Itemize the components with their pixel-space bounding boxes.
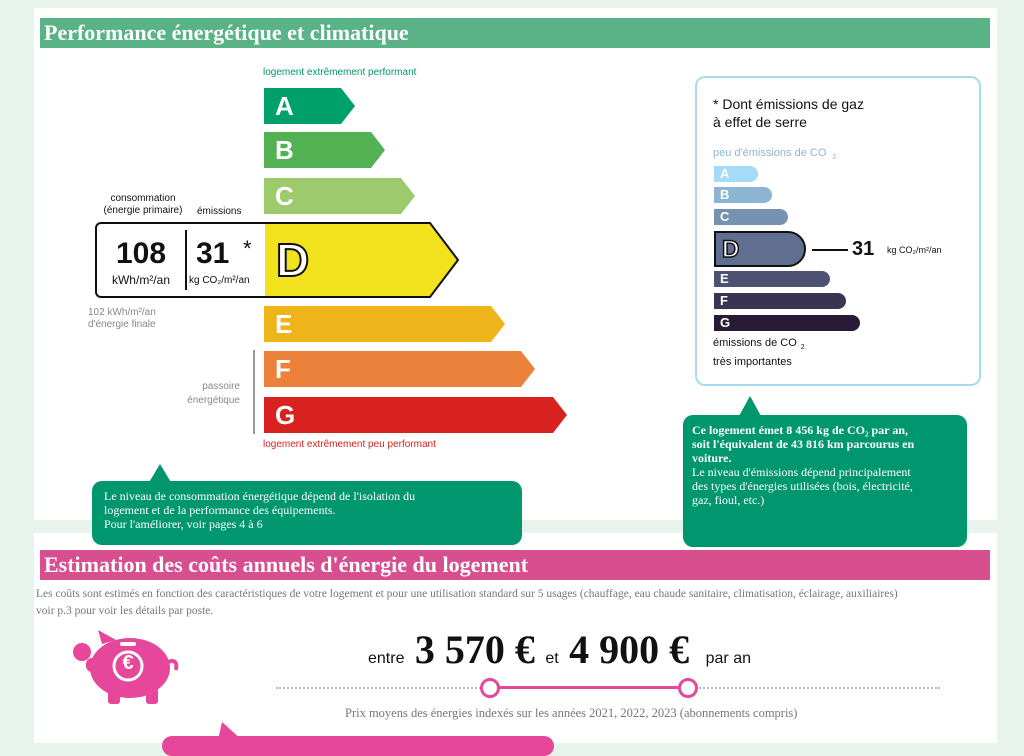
- bottom-label: logement extrêmement peu performant: [263, 439, 436, 450]
- dpe-class-b: [263, 131, 387, 169]
- ges-class-c: C: [714, 209, 788, 225]
- dpe-class-c: [263, 177, 417, 215]
- bubble-right-bold2: soit l'équivalent de 43 816 km parcourus en: [692, 437, 915, 451]
- emissions-value: 31: [196, 237, 230, 270]
- dpe-class-g: [263, 396, 569, 434]
- bubble-bottom: [162, 736, 554, 756]
- between-label: entre: [368, 650, 405, 667]
- dpe-class-letter: E: [275, 309, 293, 339]
- emissions-label: émissions: [197, 206, 242, 217]
- ges-top-label: [713, 147, 836, 161]
- and-label: et: [545, 650, 559, 667]
- bubble-right-line1: Le niveau d'émissions dépend principalement: [692, 465, 911, 479]
- ges-unit: kg CO₂/m²/an: [887, 245, 942, 255]
- dpe-class-letter: F: [275, 354, 291, 384]
- value-box-divider: [185, 230, 187, 290]
- final-energy-line1: 102 kWh/m²/an: [88, 307, 156, 318]
- consumption-label: [95, 193, 191, 217]
- bubble-consumption: [92, 481, 522, 545]
- consumption-value: 108: [115, 237, 167, 270]
- ges-class-f: F: [714, 293, 846, 309]
- per-year-label: par an: [705, 650, 751, 667]
- cost-high: 4 900 €: [569, 627, 690, 672]
- section-title-performance: Performance énergétique et climatique: [40, 18, 990, 48]
- consumption-unit: kWh/m²/an: [111, 273, 170, 287]
- ges-top-label-text: peu d'émissions de CO: [713, 147, 827, 159]
- ges-class-e: E: [714, 271, 830, 287]
- cost-low: 3 570 €: [414, 627, 535, 672]
- ges-title-line1: * Dont émissions de gaz: [713, 96, 864, 112]
- ges-bottom-label-text: émissions de CO: [713, 337, 797, 349]
- costs-intro-line2: voir p.3 pour voir les détails par poste.: [36, 605, 214, 617]
- emissions-unit: kg CO₂/m²/an: [189, 275, 250, 286]
- dpe-class-letter: D: [276, 234, 310, 286]
- costs-footnote: Prix moyens des énergies indexés sur les années 2021, 2022, 2023 (abonnements compris): [345, 706, 798, 720]
- bubble-emissions: [683, 415, 967, 547]
- range-handle-high: [678, 678, 698, 698]
- top-label: logement extrêmement performant: [263, 67, 417, 78]
- dpe-class-d: [262, 222, 460, 298]
- dpe-class-e: [263, 305, 507, 343]
- ges-bottom-label: [713, 336, 805, 369]
- ges-class-g: G: [714, 315, 860, 331]
- bubble-right-bold3: voiture.: [692, 451, 732, 465]
- bubble-right-line2: des types d'énergies utilisées (bois, électricité,: [692, 479, 913, 493]
- emissions-star: *: [243, 236, 252, 261]
- passoire-line2: énergétique: [187, 395, 240, 406]
- dpe-class-letter: B: [275, 135, 294, 165]
- passoire-bracket: [253, 350, 255, 434]
- ges-class-a: A: [714, 166, 758, 182]
- costs-intro: [36, 586, 996, 620]
- bubble-left-line3: Pour l'améliorer, voir pages 4 à 6: [104, 517, 263, 531]
- ges-value-line: [812, 249, 848, 251]
- passoire-line1: passoire: [202, 381, 240, 392]
- ges-top-label-sub: 2: [832, 154, 837, 162]
- ges-bottom-label-line2: très importantes: [713, 356, 792, 369]
- dpe-class-letter: A: [275, 91, 294, 121]
- passoire-label: [170, 380, 240, 408]
- final-energy-line2: d'énergie finale: [88, 319, 156, 330]
- ges-bottom-label-sub: 2: [800, 344, 805, 352]
- ges-title-line2: à effet de serre: [713, 114, 807, 130]
- consumption-label-line1: consommation: [110, 193, 176, 204]
- ges-title: [713, 95, 864, 131]
- cost-row: [368, 626, 751, 673]
- ges-class-b: B: [714, 187, 772, 203]
- dpe-class-a: [263, 87, 357, 125]
- range-bar: [489, 686, 687, 689]
- ges-class-d: D: [714, 231, 806, 267]
- euro-symbol: €: [122, 652, 134, 674]
- dpe-class-f: [263, 350, 537, 388]
- bubble-left-line2: logement et de la performance des équipements.: [104, 503, 336, 517]
- final-energy: [88, 307, 156, 331]
- dpe-class-letter: C: [275, 181, 294, 211]
- bubble-right-pointer: [739, 396, 761, 416]
- range-handle-low: [480, 678, 500, 698]
- section-title-costs: Estimation des coûts annuels d'énergie du logement: [40, 550, 990, 580]
- bubble-right-line3: gaz, fioul, etc.): [692, 493, 765, 507]
- dpe-class-letter: G: [275, 400, 296, 430]
- costs-intro-line1: Les coûts sont estimés en fonction des caractéristiques de votre logement et pour une utilisation standard sur 5 usages (chauffage, eau chaude sanitaire, climatisation, éclairage, auxiliaires): [36, 588, 898, 600]
- bubble-left-line1: Le niveau de consommation énergétique dépend de l'isolation du: [104, 489, 416, 503]
- consumption-label-line2: (énergie primaire): [103, 205, 183, 216]
- ges-value: 31: [852, 238, 875, 260]
- bubble-right-bold1: Ce logement émet 8 456 kg de CO₂ par an,: [692, 423, 909, 437]
